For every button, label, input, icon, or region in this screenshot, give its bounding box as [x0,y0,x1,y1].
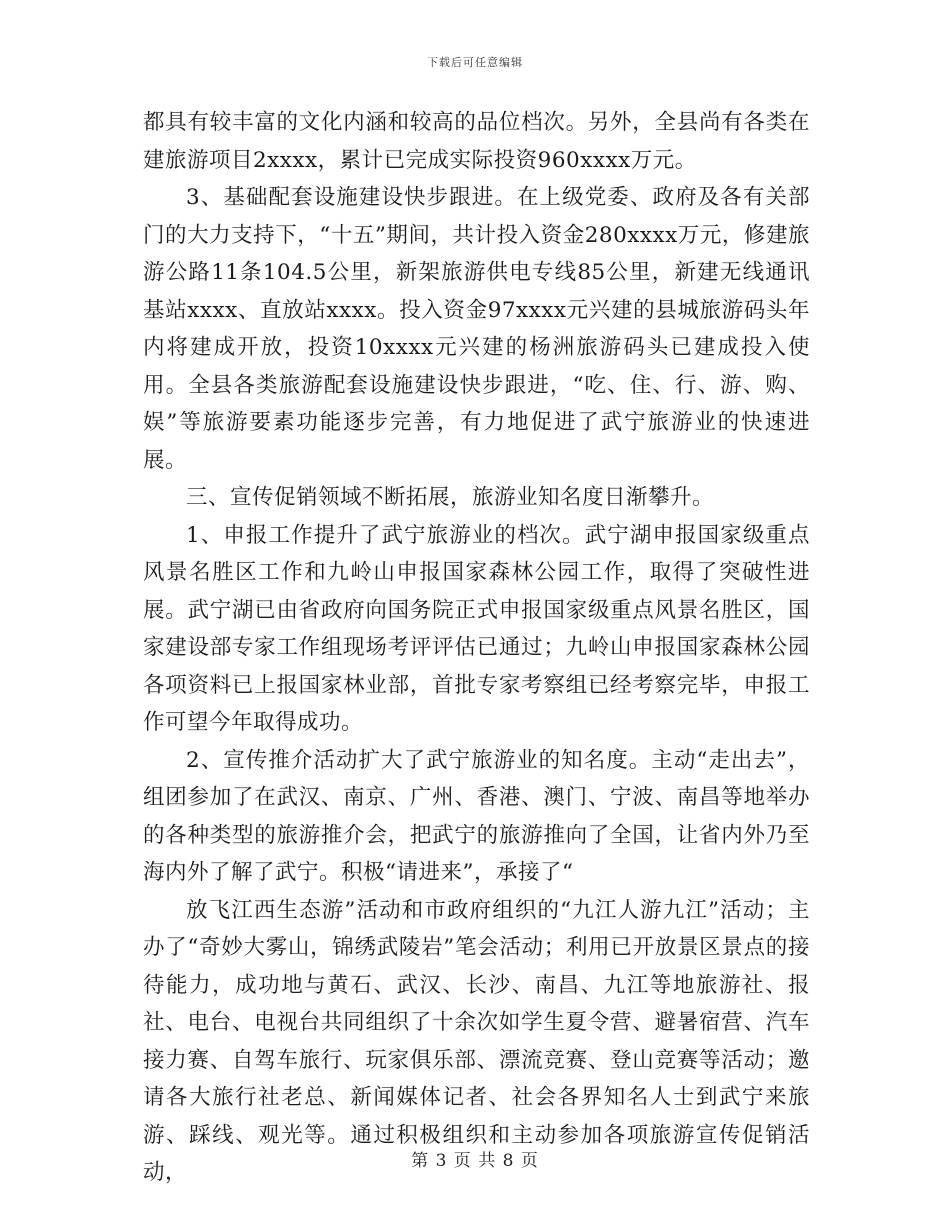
document-body [143,104,810,1192]
paragraph-1: 都具有较丰富的文化内涵和较高的品位档次。另外，全县尚有各类在建旅游项目2xxxx，累计已完成实际投资960xxxx万元。 [143,110,810,173]
section-heading-3: 三、宣传促销领域不断拓展，旅游业知名度日渐攀升。 [186,485,715,510]
paragraph-6: 放飞江西生态游”活动和市政府组织的“九江人游九江”活动；主办了“奇妙大雾山，锦绣武陵岩”笔会活动；利用已开放景区景点的接待能力，成功地与黄石、武汉、长沙、南昌、九江等地旅游社、报社、电台、电视台共同组织了十余次如学生夏令营、避暑宿营、汽车接力赛、自驾车旅行、玩家俱乐部、漂流竞赛、登山竞赛等活动；邀请各大旅行社老总、新闻媒体记者、社会各界知名人士到武宁来旅游、踩线、观光等。通过积极组织和主动参加各项旅游宣传促销活动， [143,897,810,1185]
paragraph-5: 2、宣传推介活动扩大了武宁旅游业的知名度。主动“走出去”，组团参加了在武汉、南京、广州、香港、澳门、宁波、南昌等地举办的各种类型的旅游推介会，把武宁的旅游推向了全国，让省内外乃至海内外了解了武宁。积极“请进来”，承接了“ [143,747,810,885]
paragraph-4: 1、申报工作提升了武宁旅游业的档次。武宁湖申报国家级重点风景名胜区工作和九岭山申报国家森林公园工作，取得了突破性进展。武宁湖已由省政府向国务院正式申报国家级重点风景名胜区，国家建设部专家工作组现场考评评估已通过；九岭山申报国家森林公园各项资料已上报国家林业部，首批专家考察组已经考察完毕，申报工作可望今年取得成功。 [143,522,810,735]
page-header-note: 下载后可任意编辑 [427,56,523,69]
page-number-footer: 第 3 页 共 8 页 [411,1151,539,1171]
paragraph-2: 3、基础配套设施建设快步跟进。在上级党委、政府及各有关部门的大力支持下，“十五”期间，共计投入资金280xxxx万元，修建旅游公路11条104.5公里，新架旅游供电专线85公里，新建无线通讯基站xxxx、直放站xxxx。投入资金97xxxx元兴建的县城旅游码头年内将建成开放，投资10xxxx元兴建的杨洲旅游码头已建成投入使用。全县各类旅游配套设施建设快步跟进，“吃、住、行、游、购、娱”等旅游要素功能逐步完善，有力地促进了武宁旅游业的快速进展。 [143,185,810,473]
